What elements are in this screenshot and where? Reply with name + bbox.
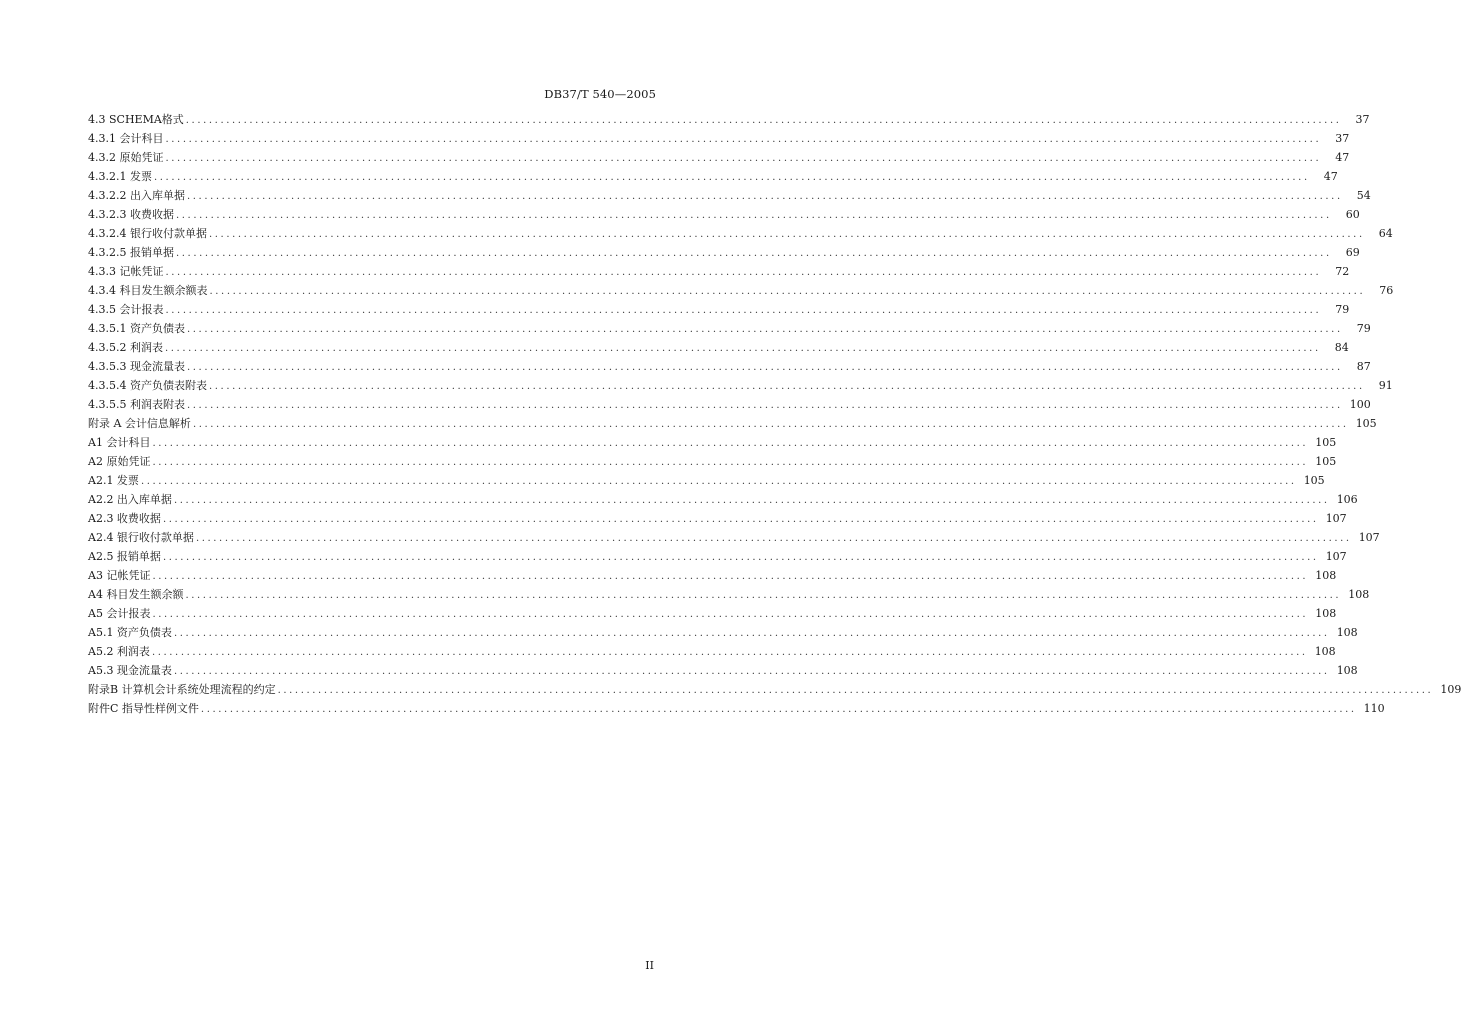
toc-entry[interactable] xyxy=(88,623,1358,642)
toc-leader-dots: ........................................................................................................................................................................................................ xyxy=(140,476,1297,487)
toc-entry-label: A4 科目发生额余额 xyxy=(88,588,184,601)
toc-leader-dots: ........................................................................................................................................................................................................ xyxy=(152,609,1309,620)
toc-entry-label: A1 会计科目 xyxy=(88,436,151,449)
toc-entry[interactable] xyxy=(88,262,1350,281)
toc-entry-page: 106 xyxy=(1336,493,1358,506)
toc-entry-page: 107 xyxy=(1358,531,1380,544)
toc-entry-page: 110 xyxy=(1363,702,1385,715)
toc-entry-label: 4.3.2.5 报销单据 xyxy=(88,246,174,259)
toc-entry[interactable] xyxy=(88,585,1370,604)
toc-entry[interactable] xyxy=(88,224,1393,243)
toc-leader-dots: ........................................................................................................................................................................................................ xyxy=(151,647,1308,658)
toc-leader-dots: ........................................................................................................................................................................................................ xyxy=(165,305,1322,316)
toc-entry-label: 附录 A 会计信息解析 xyxy=(88,417,191,430)
toc-entry[interactable] xyxy=(88,129,1350,148)
toc-leader-dots: ........................................................................................................................................................................................................ xyxy=(165,153,1322,164)
toc-entry[interactable] xyxy=(88,433,1337,452)
toc-entry-label: 4.3.2 原始凭证 xyxy=(88,151,164,164)
toc-entry-page: 105 xyxy=(1315,455,1337,468)
toc-entry-label: 4.3.5.4 资产负债表附表 xyxy=(88,379,207,392)
toc-entry-label: 4.3.2.3 收费收据 xyxy=(88,208,174,221)
toc-entry-page: 105 xyxy=(1303,474,1325,487)
toc-leader-dots: ........................................................................................................................................................................................................ xyxy=(277,685,1434,696)
toc-entry-label: A2.5 报销单据 xyxy=(88,550,161,563)
toc-entry-label: 4.3.3 记帐凭证 xyxy=(88,265,164,278)
toc-leader-dots: ........................................................................................................................................................................................................ xyxy=(185,115,1342,126)
toc-entry-label: A5.3 现金流量表 xyxy=(88,664,172,677)
toc-entry-page: 69 xyxy=(1345,246,1360,259)
toc-entry-page: 37 xyxy=(1355,113,1370,126)
toc-entry-label: 4.3.2.1 发票 xyxy=(88,170,152,183)
toc-entry[interactable] xyxy=(88,395,1371,414)
toc-entry-page: 108 xyxy=(1336,626,1358,639)
toc-entry-page: 107 xyxy=(1325,512,1347,525)
toc-entry-label: A2.4 银行收付款单据 xyxy=(88,531,194,544)
toc-entry-label: 4.3.5.1 资产负债表 xyxy=(88,322,185,335)
toc-leader-dots: ........................................................................................................................................................................................................ xyxy=(165,267,1322,278)
toc-entry-page: 60 xyxy=(1345,208,1360,221)
toc-entry-page: 79 xyxy=(1335,303,1350,316)
document-code: DB37/T 540—2005 xyxy=(544,87,656,101)
toc-entry-label: A2 原始凭证 xyxy=(88,455,151,468)
toc-leader-dots: ........................................................................................................................................................................................................ xyxy=(164,343,1321,354)
toc-entry[interactable] xyxy=(88,490,1358,509)
toc-leader-dots: ........................................................................................................................................................................................................ xyxy=(175,210,1332,221)
toc-entry-label: A3 记帐凭证 xyxy=(88,569,151,582)
toc-leader-dots: ........................................................................................................................................................................................................ xyxy=(208,229,1365,240)
toc-entry[interactable] xyxy=(88,604,1337,623)
toc-entry[interactable] xyxy=(88,414,1377,433)
toc-entry-page: 64 xyxy=(1378,227,1393,240)
toc-entry-label: 4.3.5.2 利润表 xyxy=(88,341,163,354)
toc-entry-page: 87 xyxy=(1356,360,1371,373)
toc-leader-dots: ........................................................................................................................................................................................................ xyxy=(162,514,1319,525)
toc-leader-dots: ........................................................................................................................................................................................................ xyxy=(162,552,1319,563)
toc-entry-page: 108 xyxy=(1315,569,1337,582)
toc-entry[interactable] xyxy=(88,357,1371,376)
toc-entry-page: 105 xyxy=(1315,436,1337,449)
toc-leader-dots: ........................................................................................................................................................................................................ xyxy=(152,571,1309,582)
toc-leader-dots: ........................................................................................................................................................................................................ xyxy=(208,381,1365,392)
toc-entry-label: A2.2 出入库单据 xyxy=(88,493,172,506)
toc-entry-page: 108 xyxy=(1336,664,1358,677)
toc-leader-dots: ........................................................................................................................................................................................................ xyxy=(200,704,1357,715)
toc-entry[interactable] xyxy=(88,338,1349,357)
toc-entry[interactable] xyxy=(88,205,1360,224)
toc-leader-dots: ........................................................................................................................................................................................................ xyxy=(173,666,1330,677)
toc-entry[interactable] xyxy=(88,699,1385,718)
toc-entry-page: 109 xyxy=(1440,683,1461,696)
toc-entry-label: 4.3.1 会计科目 xyxy=(88,132,164,145)
toc-entry-label: 4.3.5 会计报表 xyxy=(88,303,164,316)
toc-leader-dots: ........................................................................................................................................................................................................ xyxy=(152,438,1309,449)
toc-entry-page: 108 xyxy=(1314,645,1336,658)
toc-entry-label: 4.3 SCHEMA格式 xyxy=(88,113,184,126)
toc-entry-page: 54 xyxy=(1356,189,1371,202)
toc-entry[interactable] xyxy=(88,300,1350,319)
toc-entry-page: 79 xyxy=(1356,322,1371,335)
toc-entry[interactable] xyxy=(88,547,1347,566)
toc-entry[interactable] xyxy=(88,642,1336,661)
toc-entry-label: 4.3.2.2 出入库单据 xyxy=(88,189,185,202)
toc-entry[interactable] xyxy=(88,186,1371,205)
toc-entry[interactable] xyxy=(88,509,1347,528)
toc-entry-label: 附件C 指导性样例文件 xyxy=(88,702,199,715)
toc-leader-dots: ........................................................................................................................................................................................................ xyxy=(186,191,1343,202)
toc-leader-dots: ........................................................................................................................................................................................................ xyxy=(152,457,1309,468)
toc-entry-page: 76 xyxy=(1379,284,1394,297)
toc-entry[interactable] xyxy=(88,110,1370,129)
toc-leader-dots: ........................................................................................................................................................................................................ xyxy=(175,248,1332,259)
toc-entry-page: 84 xyxy=(1334,341,1349,354)
toc-entry-page: 100 xyxy=(1349,398,1371,411)
toc-leader-dots: ........................................................................................................................................................................................................ xyxy=(186,362,1343,373)
toc-entry-label: 4.3.5.3 现金流量表 xyxy=(88,360,185,373)
toc-entry-page: 108 xyxy=(1315,607,1337,620)
toc-entry[interactable] xyxy=(88,319,1371,338)
toc-entry-page: 47 xyxy=(1335,151,1350,164)
toc-entry[interactable] xyxy=(88,148,1350,167)
toc-entry[interactable] xyxy=(88,661,1358,680)
toc-leader-dots: ........................................................................................................................................................................................................ xyxy=(186,400,1343,411)
toc-entry-page: 107 xyxy=(1325,550,1347,563)
toc-leader-dots: ........................................................................................................................................................................................................ xyxy=(173,628,1330,639)
toc-entry-label: 4.3.2.4 银行收付款单据 xyxy=(88,227,207,240)
toc-entry-label: 附录B 计算机会计系统处理流程的约定 xyxy=(88,683,276,696)
toc-entry-page: 47 xyxy=(1323,170,1338,183)
toc-leader-dots: ........................................................................................................................................................................................................ xyxy=(165,134,1322,145)
toc-entry[interactable] xyxy=(88,566,1337,585)
toc-leader-dots: ........................................................................................................................................................................................................ xyxy=(185,590,1342,601)
toc-entry[interactable] xyxy=(88,167,1338,186)
toc-entry[interactable] xyxy=(88,471,1325,490)
page-number: II xyxy=(645,959,654,972)
toc-leader-dots: ........................................................................................................................................................................................................ xyxy=(192,419,1349,430)
toc-entry-page: 72 xyxy=(1335,265,1350,278)
toc-entry-label: 4.3.4 科目发生额余额表 xyxy=(88,284,208,297)
toc-leader-dots: ........................................................................................................................................................................................................ xyxy=(209,286,1366,297)
toc-entry[interactable] xyxy=(88,452,1337,471)
toc-entry-page: 37 xyxy=(1335,132,1350,145)
toc-entry-label: A5.1 资产负债表 xyxy=(88,626,172,639)
toc-leader-dots: ........................................................................................................................................................................................................ xyxy=(153,172,1310,183)
toc-leader-dots: ........................................................................................................................................................................................................ xyxy=(173,495,1330,506)
toc-entry-label: 4.3.5.5 利润表附表 xyxy=(88,398,185,411)
table-of-contents xyxy=(88,110,1461,718)
toc-entry[interactable] xyxy=(88,680,1461,699)
toc-leader-dots: ........................................................................................................................................................................................................ xyxy=(195,533,1352,544)
toc-entry[interactable] xyxy=(88,281,1394,300)
toc-entry-label: A2.3 收费收据 xyxy=(88,512,161,525)
toc-entry[interactable] xyxy=(88,243,1360,262)
toc-entry-page: 91 xyxy=(1378,379,1393,392)
toc-entry-page: 108 xyxy=(1348,588,1370,601)
toc-entry[interactable] xyxy=(88,376,1393,395)
toc-entry-label: A5.2 利润表 xyxy=(88,645,150,658)
toc-leader-dots: ........................................................................................................................................................................................................ xyxy=(186,324,1343,335)
toc-entry-label: A2.1 发票 xyxy=(88,474,139,487)
toc-entry-page: 105 xyxy=(1355,417,1377,430)
toc-entry[interactable] xyxy=(88,528,1380,547)
toc-entry-label: A5 会计报表 xyxy=(88,607,151,620)
